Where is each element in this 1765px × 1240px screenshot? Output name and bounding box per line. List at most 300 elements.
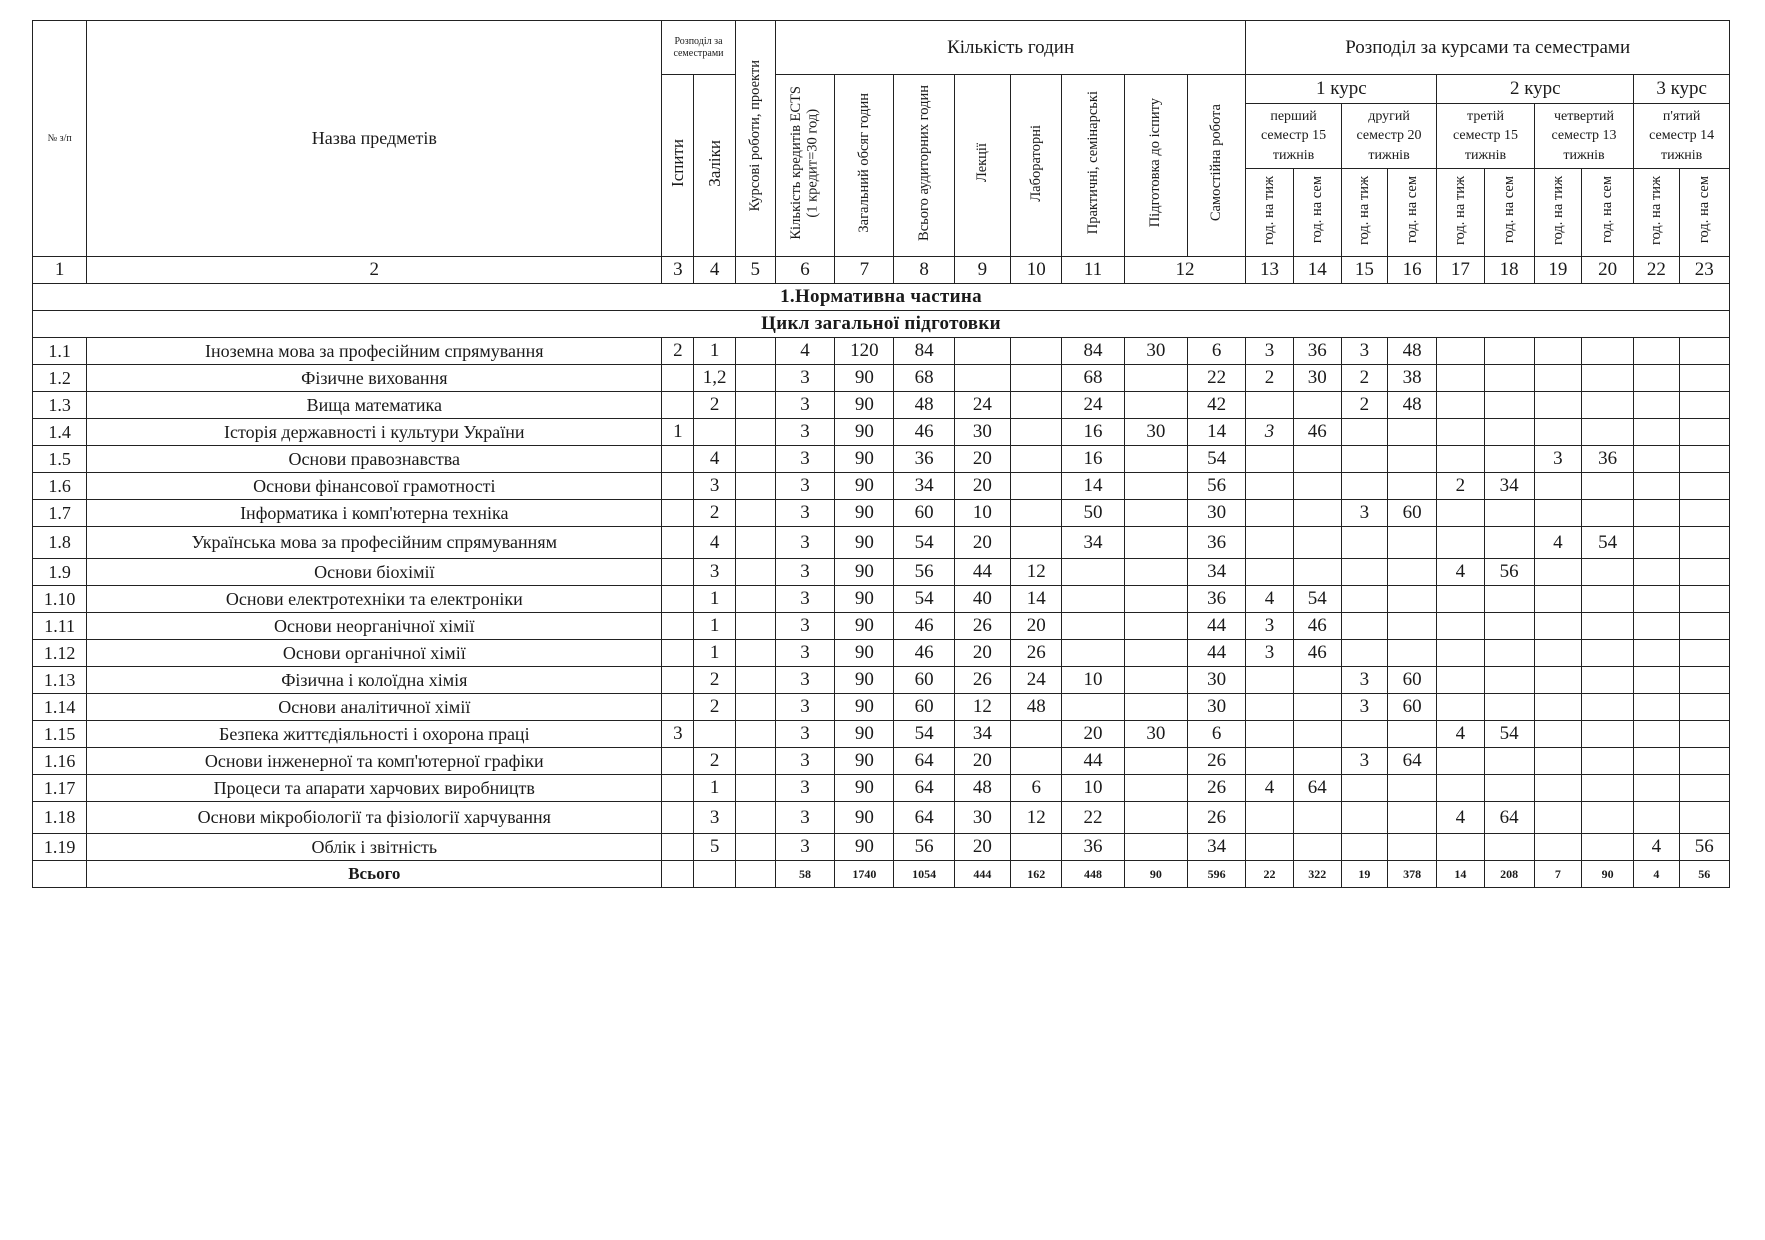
total-value: 56: [1679, 861, 1729, 888]
cell-value: 3: [775, 419, 834, 446]
cell-value: 38: [1388, 365, 1437, 392]
cell-value: [1634, 775, 1679, 802]
col-number: 16: [1388, 257, 1437, 284]
col-number: 4: [694, 257, 735, 284]
cell-value: 2: [694, 694, 735, 721]
cell-value: 90: [835, 748, 894, 775]
cell-value: 10: [954, 500, 1010, 527]
cell-value: [1534, 834, 1581, 861]
header-semester-1: перший семестр 15 тижнів: [1246, 104, 1341, 169]
col-number: 12: [1124, 257, 1246, 284]
cell-value: [1388, 834, 1437, 861]
cell-value: [1388, 527, 1437, 559]
cell-value: [1437, 775, 1484, 802]
total-value: 14: [1437, 861, 1484, 888]
cell-value: [1124, 775, 1187, 802]
total-value: 1740: [835, 861, 894, 888]
cell-value: 1: [694, 338, 735, 365]
cell-value: [662, 775, 694, 802]
header-semester-5: п'ятий семестр 14 тижнів: [1634, 104, 1730, 169]
row-number: 1.13: [33, 667, 87, 694]
total-value: 596: [1187, 861, 1245, 888]
cell-value: 48: [1388, 338, 1437, 365]
table-row: [33, 748, 1730, 775]
total-value: 58: [775, 861, 834, 888]
cell-value: 56: [1679, 834, 1729, 861]
cell-value: 90: [835, 694, 894, 721]
cell-value: 3: [1341, 694, 1387, 721]
cell-value: 60: [894, 694, 954, 721]
cell-value: [1582, 586, 1634, 613]
header-exam-prep: Підготовка до іспиту: [1124, 75, 1187, 257]
cell-value: 68: [1062, 365, 1124, 392]
cell-value: [735, 446, 775, 473]
col-number: 9: [954, 257, 1010, 284]
total-value: 162: [1011, 861, 1062, 888]
total-value: 378: [1388, 861, 1437, 888]
cell-value: [662, 667, 694, 694]
cell-value: 3: [775, 694, 834, 721]
cell-value: [1534, 559, 1581, 586]
cell-value: [1062, 559, 1124, 586]
total-value: 208: [1484, 861, 1534, 888]
cell-value: 3: [775, 748, 834, 775]
cell-value: [1388, 613, 1437, 640]
cell-value: [1679, 473, 1729, 500]
cell-value: [662, 586, 694, 613]
col-number: 10: [1011, 257, 1062, 284]
cell-value: [1293, 473, 1341, 500]
cell-value: [1634, 613, 1679, 640]
cell-value: 54: [1484, 721, 1534, 748]
cell-value: [1011, 748, 1062, 775]
cell-value: 42: [1187, 392, 1245, 419]
cell-value: 3: [775, 775, 834, 802]
cell-value: [1293, 721, 1341, 748]
cell-value: 14: [1062, 473, 1124, 500]
cell-value: [1062, 640, 1124, 667]
cell-value: 3: [694, 559, 735, 586]
cell-value: [1341, 419, 1387, 446]
cell-value: [1341, 613, 1387, 640]
cell-value: [1124, 559, 1187, 586]
cell-value: 60: [1388, 500, 1437, 527]
cell-value: [1437, 446, 1484, 473]
cell-value: 4: [775, 338, 834, 365]
col-number: 6: [775, 257, 834, 284]
cell-value: [1582, 559, 1634, 586]
subject-name: Основи інженерної та комп'ютерної графіки: [87, 748, 662, 775]
cell-value: [1341, 640, 1387, 667]
cell-value: [1437, 392, 1484, 419]
cell-value: 54: [1582, 527, 1634, 559]
cell-value: [735, 586, 775, 613]
cell-value: [1246, 527, 1293, 559]
cell-value: [1341, 473, 1387, 500]
cell-value: [735, 419, 775, 446]
cell-value: 3: [775, 500, 834, 527]
cell-value: [1679, 586, 1729, 613]
cell-value: [662, 748, 694, 775]
header-course-2: 2 курс: [1437, 75, 1634, 104]
cell-value: [1484, 667, 1534, 694]
header-per-sem: год. на сем: [1484, 169, 1534, 257]
table-row: [33, 559, 1730, 586]
cell-value: [1634, 419, 1679, 446]
cell-value: [1437, 640, 1484, 667]
cell-value: 40: [954, 586, 1010, 613]
cell-value: [1062, 613, 1124, 640]
cell-value: 3: [694, 802, 735, 834]
cell-value: 2: [1341, 365, 1387, 392]
subject-name: Основи мікробіології та фізіології харчування: [87, 802, 662, 834]
subject-name: Основи фінансової грамотності: [87, 473, 662, 500]
cell-value: [1011, 365, 1062, 392]
cell-value: [1124, 802, 1187, 834]
cell-value: [1246, 802, 1293, 834]
header-per-sem: год. на сем: [1293, 169, 1341, 257]
cell-value: [1582, 613, 1634, 640]
cell-value: 36: [1062, 834, 1124, 861]
cell-value: 20: [1062, 721, 1124, 748]
total-value: 4: [1634, 861, 1679, 888]
cell-value: 90: [835, 640, 894, 667]
cell-value: 44: [1187, 640, 1245, 667]
cell-value: [735, 694, 775, 721]
cell-value: [735, 365, 775, 392]
cell-value: [1011, 721, 1062, 748]
cell-value: 90: [835, 446, 894, 473]
cell-value: [1437, 338, 1484, 365]
cell-value: 3: [775, 613, 834, 640]
cell-value: 90: [835, 667, 894, 694]
cell-value: 90: [835, 365, 894, 392]
cell-value: 30: [1124, 419, 1187, 446]
cell-value: 4: [694, 446, 735, 473]
cell-value: [1293, 500, 1341, 527]
cell-value: 48: [1011, 694, 1062, 721]
total-value: 90: [1582, 861, 1634, 888]
header-auditory: Всього аудиторних годин: [894, 75, 954, 257]
cell-value: 26: [1187, 748, 1245, 775]
cell-value: 3: [775, 667, 834, 694]
cell-value: 3: [775, 802, 834, 834]
header-semester-2: другий семестр 20 тижнів: [1341, 104, 1436, 169]
cell-value: [1011, 527, 1062, 559]
cell-value: [735, 559, 775, 586]
cell-value: 3: [775, 721, 834, 748]
cell-value: 1: [694, 586, 735, 613]
cell-value: [1634, 667, 1679, 694]
cell-value: [735, 775, 775, 802]
total-value: 7: [1534, 861, 1581, 888]
cell-value: [1388, 473, 1437, 500]
cell-value: [1341, 527, 1387, 559]
cell-value: [1484, 500, 1534, 527]
total-value: [694, 861, 735, 888]
cell-value: 64: [1388, 748, 1437, 775]
cell-value: 90: [835, 721, 894, 748]
cell-value: 20: [954, 834, 1010, 861]
cell-value: [1246, 500, 1293, 527]
cell-value: [1124, 392, 1187, 419]
subject-name: Основи органічної хімії: [87, 640, 662, 667]
cell-value: 2: [1437, 473, 1484, 500]
cell-value: 54: [894, 586, 954, 613]
total-label: Всього: [87, 861, 662, 888]
cell-value: [1437, 613, 1484, 640]
cell-value: [1484, 586, 1534, 613]
cell-value: 56: [894, 834, 954, 861]
cell-value: 3: [1341, 500, 1387, 527]
cell-value: 90: [835, 392, 894, 419]
cell-value: [1679, 446, 1729, 473]
cell-value: 26: [1187, 775, 1245, 802]
cell-value: 90: [835, 419, 894, 446]
cell-value: 90: [835, 559, 894, 586]
cell-value: [1534, 775, 1581, 802]
cell-value: [1634, 446, 1679, 473]
row-number: 1.3: [33, 392, 87, 419]
subject-name: Інформатика і комп'ютерна техніка: [87, 500, 662, 527]
cell-value: 20: [954, 640, 1010, 667]
cell-value: [1679, 775, 1729, 802]
cell-value: [1679, 721, 1729, 748]
cell-value: 120: [835, 338, 894, 365]
header-tests: Заліки: [694, 75, 735, 257]
cell-value: [1534, 802, 1581, 834]
cell-value: [662, 834, 694, 861]
cell-value: 50: [1062, 500, 1124, 527]
cell-value: [1293, 559, 1341, 586]
col-number: 22: [1634, 257, 1679, 284]
cell-value: 56: [1484, 559, 1534, 586]
cell-value: [1679, 667, 1729, 694]
cell-value: [1679, 419, 1729, 446]
header-per-sem: год. на сем: [1388, 169, 1437, 257]
total-value: [662, 861, 694, 888]
cell-value: [1388, 446, 1437, 473]
cell-value: 34: [894, 473, 954, 500]
total-value: 1054: [894, 861, 954, 888]
cell-value: [1341, 721, 1387, 748]
row-number: 1.9: [33, 559, 87, 586]
cell-value: [1534, 640, 1581, 667]
cell-value: [1484, 694, 1534, 721]
cell-value: 3: [775, 473, 834, 500]
cell-value: [1634, 338, 1679, 365]
cell-value: [1293, 748, 1341, 775]
total-empty-cell: [33, 861, 87, 888]
cell-value: [1484, 640, 1534, 667]
cell-value: 6: [1011, 775, 1062, 802]
row-number: 1.11: [33, 613, 87, 640]
subject-name: Процеси та апарати харчових виробництв: [87, 775, 662, 802]
table-row: [33, 500, 1730, 527]
cell-value: [1124, 527, 1187, 559]
cell-value: 3: [662, 721, 694, 748]
cell-value: 3: [1341, 748, 1387, 775]
table-row: [33, 446, 1730, 473]
subject-name: Основи правознавства: [87, 446, 662, 473]
cell-value: [1634, 640, 1679, 667]
cell-value: 4: [1246, 775, 1293, 802]
cell-value: 48: [954, 775, 1010, 802]
col-number: 5: [735, 257, 775, 284]
total-value: 322: [1293, 861, 1341, 888]
header-sem-distribution: Розподіл за семестрами: [662, 21, 735, 75]
row-number: 1.15: [33, 721, 87, 748]
header-exams: Іспити: [662, 75, 694, 257]
cell-value: 64: [894, 802, 954, 834]
cell-value: [1634, 748, 1679, 775]
cell-value: 3: [775, 559, 834, 586]
subject-name: Іноземна мова за професійним спрямування: [87, 338, 662, 365]
cell-value: [1124, 473, 1187, 500]
cell-value: [694, 721, 735, 748]
cell-value: [662, 500, 694, 527]
cell-value: 1: [694, 640, 735, 667]
row-number: 1.2: [33, 365, 87, 392]
cell-value: [1679, 338, 1729, 365]
subject-name: Фізична і колоїдна хімія: [87, 667, 662, 694]
cell-value: [1124, 586, 1187, 613]
col-number: 14: [1293, 257, 1341, 284]
col-number: 2: [87, 257, 662, 284]
cell-value: [1484, 419, 1534, 446]
cell-value: [1388, 586, 1437, 613]
header-coursework: Курсові роботи, проекти: [735, 21, 775, 257]
cell-value: 84: [894, 338, 954, 365]
cell-value: 30: [1293, 365, 1341, 392]
cell-value: 6: [1187, 338, 1245, 365]
cell-value: [1246, 748, 1293, 775]
cell-value: 2: [694, 392, 735, 419]
col-number: 23: [1679, 257, 1729, 284]
col-number: 17: [1437, 257, 1484, 284]
cell-value: [1582, 775, 1634, 802]
cell-value: [1484, 775, 1534, 802]
cell-value: [1534, 748, 1581, 775]
cell-value: [1582, 473, 1634, 500]
cell-value: 3: [1246, 640, 1293, 667]
table-row: [33, 694, 1730, 721]
cell-value: [1582, 834, 1634, 861]
cell-value: [1341, 775, 1387, 802]
cell-value: [1634, 721, 1679, 748]
cell-value: 2: [694, 667, 735, 694]
cell-value: 20: [954, 748, 1010, 775]
cell-value: 3: [775, 834, 834, 861]
cell-value: 48: [1388, 392, 1437, 419]
cell-value: [1484, 446, 1534, 473]
cell-value: [1341, 559, 1387, 586]
cell-value: [1124, 834, 1187, 861]
cell-value: [1534, 586, 1581, 613]
col-number: 19: [1534, 257, 1581, 284]
cell-value: [662, 527, 694, 559]
cell-value: [1679, 559, 1729, 586]
header-course-group: Розподіл за курсами та семестрами: [1246, 21, 1730, 75]
row-number: 1.17: [33, 775, 87, 802]
cell-value: 48: [894, 392, 954, 419]
cell-value: 30: [954, 419, 1010, 446]
cell-value: [1388, 721, 1437, 748]
table-row: [33, 419, 1730, 446]
cell-value: [1484, 748, 1534, 775]
cell-value: 4: [1634, 834, 1679, 861]
cell-value: [1293, 392, 1341, 419]
cell-value: 30: [1124, 338, 1187, 365]
cell-value: [735, 640, 775, 667]
cell-value: [1679, 527, 1729, 559]
cell-value: [1062, 694, 1124, 721]
cell-value: [1534, 667, 1581, 694]
cell-value: [1534, 365, 1581, 392]
subject-name: Українська мова за професійним спрямуванням: [87, 527, 662, 559]
row-number: 1.18: [33, 802, 87, 834]
cell-value: [1534, 392, 1581, 419]
col-number: 7: [835, 257, 894, 284]
cell-value: [1679, 365, 1729, 392]
cell-value: 90: [835, 473, 894, 500]
col-number: 8: [894, 257, 954, 284]
cell-value: [735, 802, 775, 834]
cycle-title: Цикл загальної підготовки: [33, 311, 1730, 338]
cell-value: 36: [1187, 586, 1245, 613]
curriculum-table: [32, 20, 1730, 888]
cell-value: [1011, 500, 1062, 527]
subject-name: Історія державності і культури України: [87, 419, 662, 446]
cell-value: [1437, 694, 1484, 721]
cell-value: [1293, 834, 1341, 861]
cell-value: [1679, 392, 1729, 419]
cell-value: [735, 613, 775, 640]
cell-value: 1: [694, 613, 735, 640]
cell-value: [1679, 802, 1729, 834]
cell-value: 90: [835, 586, 894, 613]
cell-value: [1582, 338, 1634, 365]
cell-value: [1582, 500, 1634, 527]
cell-value: [1124, 500, 1187, 527]
cell-value: [1437, 667, 1484, 694]
header-subject: Назва предметів: [87, 21, 662, 257]
row-number: 1.12: [33, 640, 87, 667]
cell-value: [1534, 613, 1581, 640]
subject-name: Фізичне виховання: [87, 365, 662, 392]
cell-value: [1679, 500, 1729, 527]
cell-value: [1011, 419, 1062, 446]
cell-value: 3: [1246, 613, 1293, 640]
cell-value: 14: [1187, 419, 1245, 446]
cell-value: [1124, 748, 1187, 775]
cell-value: 10: [1062, 775, 1124, 802]
row-number: 1.19: [33, 834, 87, 861]
cell-value: 44: [1187, 613, 1245, 640]
cell-value: 3: [1534, 446, 1581, 473]
cell-value: [1246, 694, 1293, 721]
cell-value: 60: [1388, 667, 1437, 694]
row-number: 1.7: [33, 500, 87, 527]
cell-value: 4: [694, 527, 735, 559]
header-per-week: год. на тиж: [1534, 169, 1581, 257]
subject-name: Облік і звітність: [87, 834, 662, 861]
table-row: [33, 613, 1730, 640]
cell-value: 46: [1293, 419, 1341, 446]
cell-value: [735, 834, 775, 861]
cell-value: [1246, 446, 1293, 473]
table-row: [33, 338, 1730, 365]
